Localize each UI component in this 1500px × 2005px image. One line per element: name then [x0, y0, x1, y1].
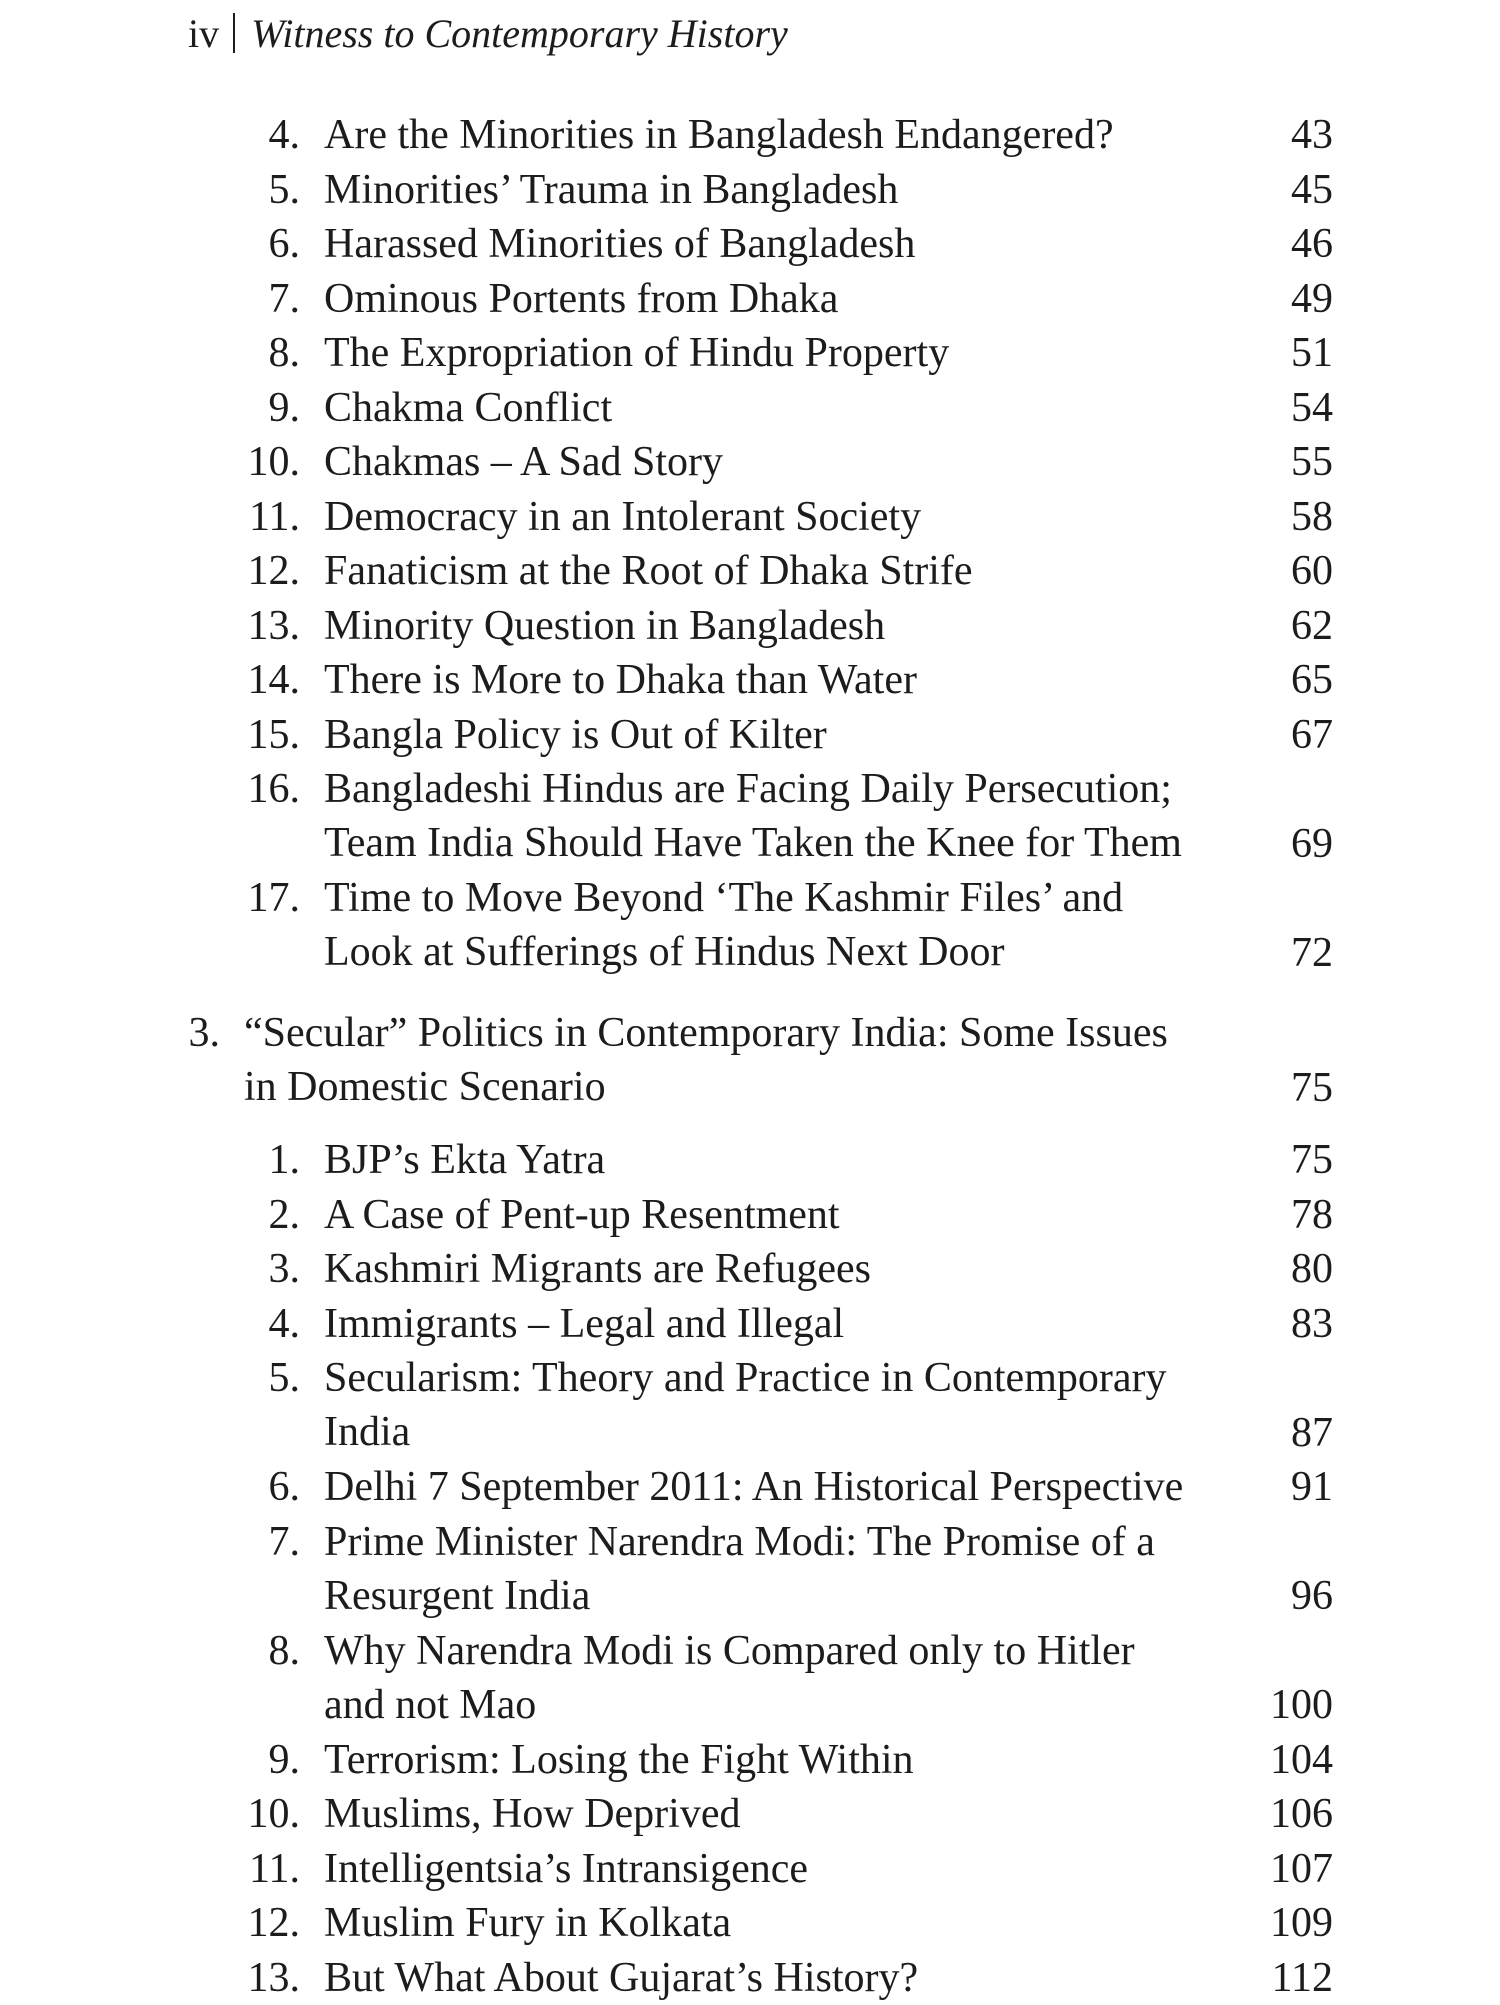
toc-entry-number: 5. — [180, 1351, 300, 1405]
toc-entry-title-line: Chakma Conflict — [324, 381, 612, 435]
toc-entry-page-number: 78 — [1213, 1188, 1333, 1242]
toc-entry-page-number: 45 — [1213, 163, 1333, 217]
toc-entry-title-line: Ominous Portents from Dhaka — [324, 272, 838, 326]
toc-entry-title-line: Terrorism: Losing the Fight Within — [324, 1733, 914, 1787]
toc-entry-title-line: Secularism: Theory and Practice in Contemporary — [324, 1351, 1166, 1405]
toc-entry-page-number: 112 — [1213, 1951, 1333, 2005]
toc-entry-title-line: Muslims, How Deprived — [324, 1787, 740, 1841]
toc-entry-page-number: 87 — [1213, 1406, 1333, 1460]
toc-entry — [0, 1951, 1500, 2005]
toc-entry-number: 10. — [180, 1787, 300, 1841]
toc-entry-number: 7. — [180, 272, 300, 326]
toc-entry-title-line: Are the Minorities in Bangladesh Endangered? — [324, 108, 1114, 162]
toc-entry-number: 12. — [180, 1896, 300, 1950]
toc-entry-title-line: But What About Gujarat’s History? — [324, 1951, 918, 2005]
toc-entry-title-line: Minorities’ Trauma in Bangladesh — [324, 163, 898, 217]
toc-entry — [0, 272, 1500, 327]
toc-entry-title — [324, 762, 1182, 870]
toc-entry-number: 4. — [180, 1297, 300, 1351]
toc-entry-page-number: 107 — [1213, 1842, 1333, 1896]
toc-entry-number: 1. — [180, 1133, 300, 1187]
toc-entry-title-line: There is More to Dhaka than Water — [324, 653, 917, 707]
toc-entry-page-number: 104 — [1213, 1733, 1333, 1787]
toc-entry-number: 14. — [180, 653, 300, 707]
toc-entry — [0, 108, 1500, 163]
toc-entry-page-number: 58 — [1213, 490, 1333, 544]
toc-entry — [0, 544, 1500, 599]
toc-entry-page-number: 51 — [1213, 326, 1333, 380]
toc-entry — [0, 1297, 1500, 1352]
toc-entry-title-line: Time to Move Beyond ‘The Kashmir Files’ and — [324, 871, 1123, 925]
toc-entry-number: 10. — [180, 435, 300, 489]
toc-entry-title-line: Immigrants – Legal and Illegal — [324, 1297, 844, 1351]
toc-entry-number: 15. — [180, 708, 300, 762]
toc-entry-title-line: Look at Sufferings of Hindus Next Door — [324, 925, 1123, 979]
toc-entry-title — [324, 108, 1114, 162]
toc-entry-title — [324, 163, 898, 217]
toc-entry-number: 4. — [180, 108, 300, 162]
toc-entry — [0, 1133, 1500, 1188]
toc-entry — [0, 762, 1500, 871]
toc-entry-page-number: 43 — [1213, 108, 1333, 162]
toc-entry-number: 11. — [180, 1842, 300, 1896]
toc-entry-number: 3. — [100, 1006, 220, 1060]
toc-entry-page-number: 100 — [1213, 1678, 1333, 1732]
toc-entry-title-line: Intelligentsia’s Intransigence — [324, 1842, 808, 1896]
toc-entry — [0, 1624, 1500, 1733]
toc-entry-title — [324, 272, 838, 326]
toc-entry-title — [324, 1351, 1166, 1459]
header-divider — [233, 13, 235, 53]
toc-entry-title — [324, 708, 827, 762]
book-title: Witness to Contemporary History — [251, 10, 788, 57]
toc-entry-title — [324, 1460, 1183, 1514]
toc-entry-page-number: 54 — [1213, 381, 1333, 435]
running-head — [188, 8, 788, 58]
toc-entry — [0, 1242, 1500, 1297]
toc-entry-title — [324, 544, 973, 598]
toc-entry-page-number: 55 — [1213, 435, 1333, 489]
toc-entry-title-line: BJP’s Ekta Yatra — [324, 1133, 605, 1187]
toc-entry-title-line: The Expropriation of Hindu Property — [324, 326, 949, 380]
toc-entry — [0, 326, 1500, 381]
toc-entry-title — [324, 1242, 871, 1296]
toc-entry-page-number: 69 — [1213, 817, 1333, 871]
toc-entry-number: 11. — [180, 490, 300, 544]
toc-entry-title-line: Fanaticism at the Root of Dhaka Strife — [324, 544, 973, 598]
toc-entry-page-number: 106 — [1213, 1787, 1333, 1841]
toc-entry — [0, 1460, 1500, 1515]
toc-entry — [0, 490, 1500, 545]
toc-entry-title — [244, 1006, 1168, 1114]
toc-entry-title — [324, 1515, 1155, 1623]
toc-entry-title-line: Delhi 7 September 2011: An Historical Perspective — [324, 1460, 1183, 1514]
toc-entry — [0, 1787, 1500, 1842]
toc-entry — [0, 871, 1500, 980]
toc-entry-title — [324, 871, 1123, 979]
toc-entry-page-number: 75 — [1213, 1061, 1333, 1115]
toc-entry-page-number: 67 — [1213, 708, 1333, 762]
toc-entry — [0, 1351, 1500, 1460]
toc-entry-page-number: 49 — [1213, 272, 1333, 326]
toc-entry-title-line: Bangla Policy is Out of Kilter — [324, 708, 827, 762]
toc-entry-number: 6. — [180, 217, 300, 271]
toc-entry-number: 2. — [180, 1188, 300, 1242]
toc-entry-title-line: Bangladeshi Hindus are Facing Daily Persecution; — [324, 762, 1182, 816]
toc-entry — [0, 217, 1500, 272]
toc-entry-title — [324, 326, 949, 380]
toc-entry-page-number: 96 — [1213, 1569, 1333, 1623]
toc-entry-number: 8. — [180, 1624, 300, 1678]
toc-entry-title-line: “Secular” Politics in Contemporary India: Some Issues — [244, 1006, 1168, 1060]
toc-entry-title — [324, 1787, 740, 1841]
page-folio: iv — [188, 10, 219, 57]
toc-entry-page-number: 62 — [1213, 599, 1333, 653]
toc-entry-title-line: and not Mao — [324, 1678, 1135, 1732]
toc-entry — [0, 1896, 1500, 1951]
toc-entry — [0, 163, 1500, 218]
toc-entry-title — [324, 1733, 914, 1787]
toc-entry-number: 13. — [180, 1951, 300, 2005]
toc-entry-number: 13. — [180, 599, 300, 653]
toc-entry — [0, 435, 1500, 490]
toc-entry-title — [324, 1624, 1135, 1732]
toc-entry-page-number: 65 — [1213, 653, 1333, 707]
toc-entry-number: 6. — [180, 1460, 300, 1514]
toc-entry — [0, 1515, 1500, 1624]
toc-entry-title — [324, 1133, 605, 1187]
toc-entry-title — [324, 490, 921, 544]
toc-entry — [0, 1188, 1500, 1243]
toc-entry-page-number: 80 — [1213, 1242, 1333, 1296]
toc-entry-number: 8. — [180, 326, 300, 380]
toc-entry-title-line: Democracy in an Intolerant Society — [324, 490, 921, 544]
toc-entry-title — [324, 1842, 808, 1896]
toc-entry-title — [324, 653, 917, 707]
toc-entry-title — [324, 435, 723, 489]
toc-entry-title-line: in Domestic Scenario — [244, 1060, 1168, 1114]
toc-entry-page-number: 83 — [1213, 1297, 1333, 1351]
toc-entry-page-number: 75 — [1213, 1133, 1333, 1187]
toc-entry-title-line: Minority Question in Bangladesh — [324, 599, 885, 653]
toc-entry-number: 5. — [180, 163, 300, 217]
toc-entry-title-line: India — [324, 1405, 1166, 1459]
toc-entry-number: 16. — [180, 762, 300, 816]
toc-entry-page-number: 109 — [1213, 1896, 1333, 1950]
toc-entry-title — [324, 1951, 918, 2005]
toc-entry — [0, 708, 1500, 763]
toc-entry-number: 12. — [180, 544, 300, 598]
toc-entry-title-line: Chakmas – A Sad Story — [324, 435, 723, 489]
toc-entry — [0, 381, 1500, 436]
toc-entry-title — [324, 1896, 731, 1950]
toc-entry-title-line: Why Narendra Modi is Compared only to Hitler — [324, 1624, 1135, 1678]
toc-entry-page-number: 46 — [1213, 217, 1333, 271]
toc-entry-title — [324, 381, 612, 435]
toc-entry — [0, 1842, 1500, 1897]
toc-entry-title-line: Prime Minister Narendra Modi: The Promise of a — [324, 1515, 1155, 1569]
toc-entry-page-number: 72 — [1213, 926, 1333, 980]
toc-entry-title-line: Kashmiri Migrants are Refugees — [324, 1242, 871, 1296]
toc-entry-title — [324, 217, 915, 271]
toc-entry-number: 3. — [180, 1242, 300, 1296]
toc-entry-title-line: Muslim Fury in Kolkata — [324, 1896, 731, 1950]
toc-entry-number: 17. — [180, 871, 300, 925]
toc-entry-number: 7. — [180, 1515, 300, 1569]
toc-entry-title-line: Harassed Minorities of Bangladesh — [324, 217, 915, 271]
toc-chapter-heading — [0, 1006, 1500, 1115]
toc-entry-title-line: A Case of Pent-up Resentment — [324, 1188, 840, 1242]
toc-entry-title-line: Resurgent India — [324, 1569, 1155, 1623]
toc-entry-page-number: 60 — [1213, 544, 1333, 598]
toc-entry-title — [324, 1297, 844, 1351]
toc-entry-number: 9. — [180, 381, 300, 435]
toc-entry-page-number: 91 — [1213, 1460, 1333, 1514]
toc-entry — [0, 599, 1500, 654]
toc-entry-title — [324, 1188, 840, 1242]
toc-entry-title — [324, 599, 885, 653]
toc-entry — [0, 1733, 1500, 1788]
toc-entry-number: 9. — [180, 1733, 300, 1787]
toc-entry-title-line: Team India Should Have Taken the Knee for Them — [324, 816, 1182, 870]
toc-entry — [0, 653, 1500, 708]
